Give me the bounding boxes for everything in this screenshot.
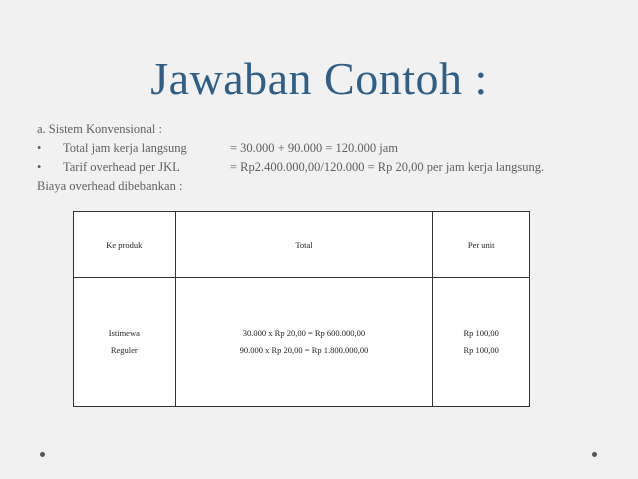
bullet-value: = Rp2.400.000,00/120.000 = Rp 20,00 per jam kerja langsung.: [230, 160, 545, 174]
per-unit-value: Rp 100,00: [463, 328, 499, 338]
bullet-value: = 30.000 + 90.000 = 120.000 jam: [230, 141, 399, 155]
per-unit-value: Rp 100,00: [463, 345, 499, 355]
subheading-text: Biaya overhead dibebankan :: [37, 179, 183, 193]
slide-dot-left-icon: [40, 452, 45, 457]
overhead-table: [73, 211, 530, 407]
table-header-cell: Per unit: [433, 212, 530, 278]
product-name: Istimewa: [108, 328, 140, 338]
product-cell: [74, 278, 176, 407]
table-row: [74, 278, 530, 407]
bullet-label: Total jam kerja langsung: [63, 141, 187, 155]
slide-dot-right-icon: [592, 452, 597, 457]
table-header-cell: Ke produk: [74, 212, 176, 278]
table-header-row: [74, 212, 530, 278]
product-name: Reguler: [110, 345, 138, 355]
intro-text: a. Sistem Konvensional :: [37, 122, 162, 136]
total-value: 90.000 x Rp 20,00 = Rp 1.800.000,00: [239, 345, 369, 355]
per-unit-cell: [433, 278, 530, 407]
slide-title: Jawaban Contoh :: [150, 53, 488, 104]
bullet-label: Tarif overhead per JKL: [63, 160, 180, 174]
bullet-icon: •: [37, 141, 42, 155]
table-header-cell: Total: [175, 212, 433, 278]
bullet-icon: •: [37, 160, 42, 174]
total-value: 30.000 x Rp 20,00 = Rp 600.000,00: [242, 328, 366, 338]
total-cell: [175, 278, 433, 407]
